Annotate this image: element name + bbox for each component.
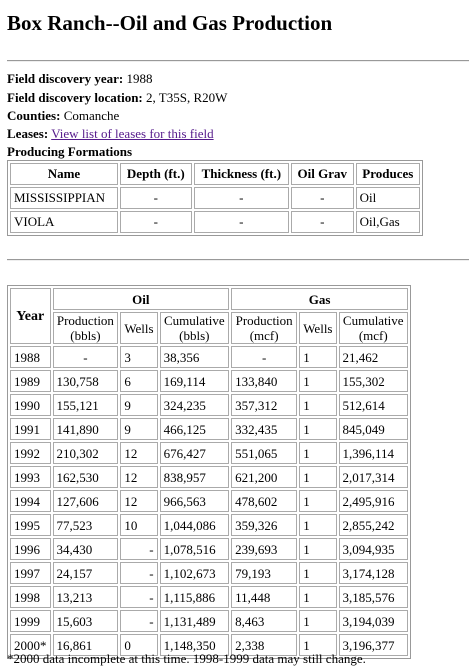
- production-cell: 3,194,039: [339, 610, 409, 632]
- counties-row: [7, 107, 119, 125]
- production-cell: 3,196,377: [339, 634, 409, 656]
- counties-label: Counties:: [7, 108, 61, 123]
- production-cell: 357,312: [231, 394, 297, 416]
- production-cell: 8,463: [231, 610, 297, 632]
- production-cell: 16,861: [53, 634, 119, 656]
- production-cell: 1,131,489: [160, 610, 229, 632]
- formation-cell: Oil: [356, 187, 420, 209]
- formations-table: [7, 160, 423, 236]
- production-cell: 838,957: [160, 466, 229, 488]
- production-table: [7, 285, 411, 659]
- production-cell: 15,603: [53, 610, 119, 632]
- oil-wells-header: Wells: [120, 312, 157, 344]
- production-cell: 0: [120, 634, 157, 656]
- formations-header-cell: Name: [10, 163, 118, 185]
- production-cell: 10: [120, 514, 157, 536]
- production-cell: -: [231, 346, 297, 368]
- production-cell: 9: [120, 418, 157, 440]
- discovery-year-row: [7, 70, 153, 88]
- production-cell: 1998: [10, 586, 51, 608]
- formations-heading: Producing Formations: [7, 144, 133, 159]
- formations-header-cell: Thickness (ft.): [194, 163, 289, 185]
- production-cell: 2,495,916: [339, 490, 409, 512]
- formation-cell: Oil,Gas: [356, 211, 420, 233]
- production-cell: 12: [120, 442, 157, 464]
- production-cell: 11,448: [231, 586, 297, 608]
- oil-header: Oil: [53, 288, 230, 310]
- formation-cell: VIOLA: [10, 211, 118, 233]
- gas-header: Gas: [231, 288, 408, 310]
- formation-cell: -: [194, 211, 289, 233]
- formations-header-cell: Depth (ft.): [120, 163, 192, 185]
- production-cell: 621,200: [231, 466, 297, 488]
- production-cell: 3,174,128: [339, 562, 409, 584]
- counties-value: Comanche: [63, 108, 120, 123]
- production-cell: 79,193: [231, 562, 297, 584]
- production-cell: 466,125: [160, 418, 229, 440]
- production-cell: 12: [120, 490, 157, 512]
- discovery-location-value: 2, T35S, R20W: [146, 90, 228, 105]
- production-cell: -: [120, 610, 157, 632]
- production-cell: 2000*: [10, 634, 51, 656]
- production-cell: 1: [299, 394, 336, 416]
- production-cell: 1: [299, 538, 336, 560]
- production-cell: 1992: [10, 442, 51, 464]
- production-row: [10, 370, 408, 392]
- gas-production-header: Production (mcf): [231, 312, 297, 344]
- production-cell: 1994: [10, 490, 51, 512]
- formation-cell: -: [291, 187, 354, 209]
- production-row: [10, 562, 408, 584]
- production-cell: 130,758: [53, 370, 119, 392]
- production-cell: 2,017,314: [339, 466, 409, 488]
- formations-header-row: [10, 163, 420, 185]
- production-cell: 239,693: [231, 538, 297, 560]
- production-cell: 1,148,350: [160, 634, 229, 656]
- production-cell: 1,396,114: [339, 442, 409, 464]
- production-cell: 1: [299, 514, 336, 536]
- production-cell: 141,890: [53, 418, 119, 440]
- production-row: [10, 490, 408, 512]
- production-cell: 9: [120, 394, 157, 416]
- production-cell: 1,078,516: [160, 538, 229, 560]
- production-cell: 162,530: [53, 466, 119, 488]
- production-row: [10, 418, 408, 440]
- production-row: [10, 586, 408, 608]
- production-cell: 1: [299, 562, 336, 584]
- discovery-location-label: Field discovery location:: [7, 90, 143, 105]
- production-cell: 1,102,673: [160, 562, 229, 584]
- production-cell: 1991: [10, 418, 51, 440]
- year-header: Year: [10, 288, 51, 344]
- discovery-year-label: Field discovery year:: [7, 71, 124, 86]
- production-cell: 1: [299, 346, 336, 368]
- production-cell: 966,563: [160, 490, 229, 512]
- production-cell: 3,185,576: [339, 586, 409, 608]
- production-cell: 3: [120, 346, 157, 368]
- production-cell: 1: [299, 634, 336, 656]
- production-cell: 1989: [10, 370, 51, 392]
- production-cell: 13,213: [53, 586, 119, 608]
- formations-header-cell: Produces: [356, 163, 420, 185]
- production-cell: 676,427: [160, 442, 229, 464]
- production-cell: 845,049: [339, 418, 409, 440]
- production-cell: 210,302: [53, 442, 119, 464]
- production-cell: 133,840: [231, 370, 297, 392]
- production-cell: 1: [299, 370, 336, 392]
- leases-link[interactable]: View list of leases for this field: [51, 126, 214, 141]
- production-row: [10, 538, 408, 560]
- production-cell: 1,044,086: [160, 514, 229, 536]
- leases-row: [7, 125, 214, 143]
- production-row: [10, 394, 408, 416]
- production-group-header-row: [10, 288, 408, 310]
- production-cell: -: [120, 538, 157, 560]
- gas-cumulative-header: Cumulative (mcf): [339, 312, 409, 344]
- production-cell: 1: [299, 442, 336, 464]
- production-cell: 1: [299, 490, 336, 512]
- production-cell: 3,094,935: [339, 538, 409, 560]
- formation-row: [10, 187, 420, 209]
- production-cell: 324,235: [160, 394, 229, 416]
- production-cell: 169,114: [160, 370, 229, 392]
- production-cell: 1,115,886: [160, 586, 229, 608]
- formation-row: [10, 211, 420, 233]
- production-cell: 1: [299, 610, 336, 632]
- discovery-year-value: 1988: [126, 71, 153, 86]
- production-cell: 24,157: [53, 562, 119, 584]
- production-cell: 127,606: [53, 490, 119, 512]
- oil-production-header: Production (bbls): [53, 312, 119, 344]
- production-cell: 1995: [10, 514, 51, 536]
- production-cell: -: [120, 562, 157, 584]
- leases-label: Leases:: [7, 126, 49, 141]
- production-cell: -: [53, 346, 119, 368]
- production-cell: 21,462: [339, 346, 409, 368]
- production-cell: 1996: [10, 538, 51, 560]
- formation-cell: -: [120, 187, 192, 209]
- production-cell: 155,121: [53, 394, 119, 416]
- production-cell: 155,302: [339, 370, 409, 392]
- production-row: [10, 346, 408, 368]
- gas-wells-header: Wells: [299, 312, 336, 344]
- production-subheader-row: [10, 312, 408, 344]
- production-cell: -: [120, 586, 157, 608]
- production-cell: 12: [120, 466, 157, 488]
- production-cell: 1990: [10, 394, 51, 416]
- oil-cumulative-header: Cumulative (bbls): [160, 312, 229, 344]
- production-cell: 2,338: [231, 634, 297, 656]
- footnote: *2000 data incomplete at this time. 1998-1999 data may still change.: [7, 651, 366, 666]
- formations-header-cell: Oil Grav: [291, 163, 354, 185]
- production-row: [10, 514, 408, 536]
- formation-cell: -: [194, 187, 289, 209]
- formation-cell: -: [291, 211, 354, 233]
- production-cell: 1: [299, 418, 336, 440]
- page-title: Box Ranch--Oil and Gas Production: [7, 11, 333, 35]
- production-cell: 1988: [10, 346, 51, 368]
- formation-cell: MISSISSIPPIAN: [10, 187, 118, 209]
- production-cell: 1993: [10, 466, 51, 488]
- production-cell: 1999: [10, 610, 51, 632]
- production-cell: 1: [299, 466, 336, 488]
- production-cell: 2,855,242: [339, 514, 409, 536]
- production-cell: 77,523: [53, 514, 119, 536]
- production-row: [10, 610, 408, 632]
- production-cell: 38,356: [160, 346, 229, 368]
- discovery-location-row: [7, 89, 227, 107]
- production-cell: 1997: [10, 562, 51, 584]
- production-cell: 478,602: [231, 490, 297, 512]
- production-cell: 34,430: [53, 538, 119, 560]
- divider: [7, 60, 469, 62]
- production-row: [10, 466, 408, 488]
- production-cell: 332,435: [231, 418, 297, 440]
- production-cell: 1: [299, 586, 336, 608]
- production-cell: 6: [120, 370, 157, 392]
- production-cell: 512,614: [339, 394, 409, 416]
- production-cell: 551,065: [231, 442, 297, 464]
- formation-cell: -: [120, 211, 192, 233]
- production-cell: 359,326: [231, 514, 297, 536]
- divider: [7, 259, 469, 261]
- production-row: [10, 442, 408, 464]
